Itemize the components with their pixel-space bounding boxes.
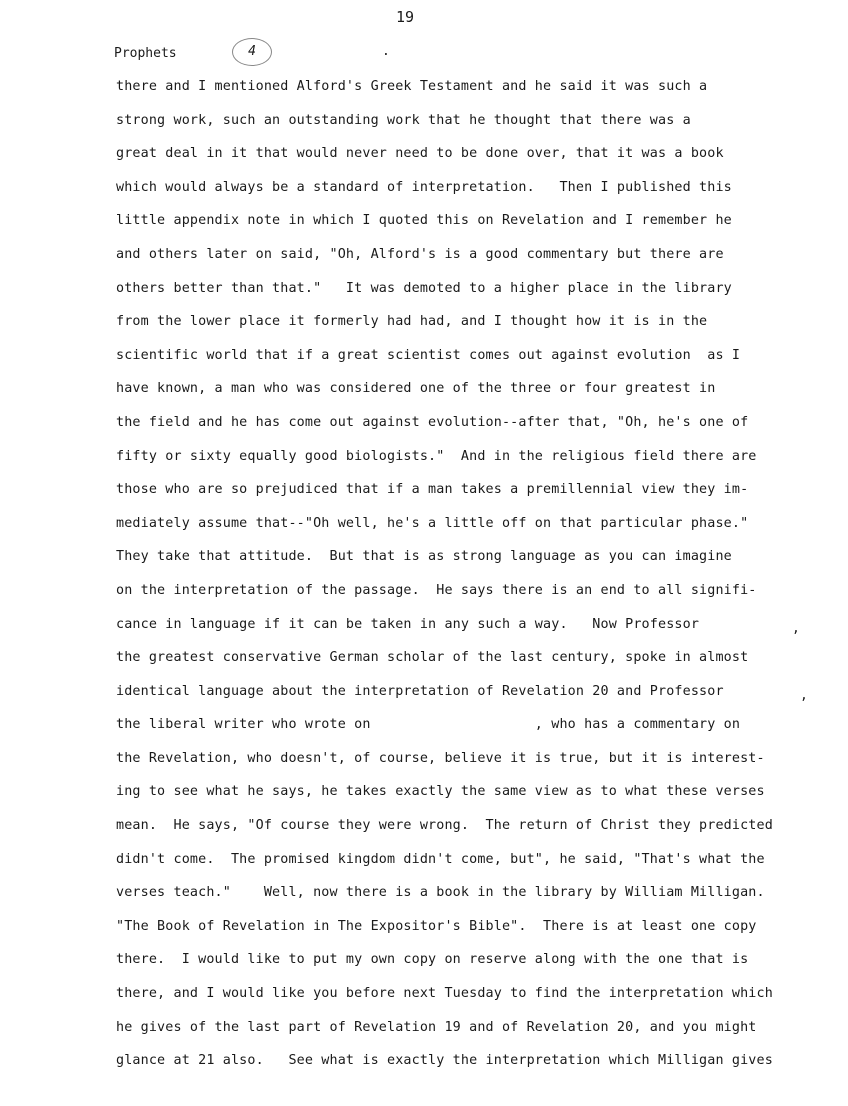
header-dot: . (382, 44, 390, 59)
text-line: he gives of the last part of Revelation 19 and of Revelation 20, and you might (116, 1019, 757, 1035)
margin-mark: , (800, 688, 808, 703)
text-line: the Revelation, who doesn't, of course, believe it is true, but it is interest- (116, 750, 765, 766)
text-line: ing to see what he says, he takes exactly the same view as to what these verses (116, 784, 765, 800)
text-line: cance in language if it can be taken in any such a way. Now Professor (116, 616, 700, 632)
text-line: others better than that." It was demoted to a higher place in the library (116, 280, 732, 296)
text-line: there and I mentioned Alford's Greek Testament and he said it was such a (116, 79, 708, 94)
text-line: glance at 21 also. See what is exactly the interpretation which Milligan gives (116, 1053, 773, 1069)
text-line: the liberal writer who wrote on , who has a commentary on (116, 717, 741, 733)
text-line: strong work, such an outstanding work that he thought that there was a (116, 112, 691, 128)
text-line: the field and he has come out against evolution--after that, "Oh, he's one of (116, 414, 749, 430)
text-line: there. I would like to put my own copy on reserve along with the one that is (116, 952, 749, 968)
page-number: 19 (396, 8, 415, 26)
text-line: great deal in it that would never need to be done over, that it was a book (116, 146, 724, 162)
running-header: Prophets (114, 46, 177, 61)
circled-page-marker: 4 (232, 38, 272, 66)
margin-mark: , (792, 621, 800, 636)
text-line: They take that attitude. But that is as strong language as you can imagine (116, 549, 732, 565)
text-line: mediately assume that--"Oh well, he's a little off on that particular phase." (116, 515, 749, 531)
text-line: the greatest conservative German scholar of the last century, spoke in almost (116, 650, 749, 666)
text-line: on the interpretation of the passage. He says there is an end to all signifi- (116, 582, 757, 598)
text-line: mean. He says, "Of course they were wrong. The return of Christ they predicted (116, 818, 773, 834)
text-line: verses teach." Well, now there is a book in the library by William Milligan. (116, 885, 765, 901)
text-line: those who are so prejudiced that if a man takes a premillennial view they im- (116, 482, 749, 498)
text-line: fifty or sixty equally good biologists." And in the religious field there are (116, 448, 757, 464)
text-line: identical language about the interpretation of Revelation 20 and Professor (116, 683, 724, 699)
text-line: scientific world that if a great scientist comes out against evolution as I (116, 347, 741, 363)
text-line: there, and I would like you before next Tuesday to find the interpretation which (116, 986, 773, 1002)
text-line: little appendix note in which I quoted this on Revelation and I remember he (116, 213, 732, 229)
text-line: didn't come. The promised kingdom didn't come, but", he said, "That's what the (116, 851, 765, 867)
text-line: "The Book of Revelation in The Expositor's Bible". There is at least one copy (116, 918, 757, 934)
body-text (116, 74, 836, 1082)
text-line: from the lower place it formerly had had, and I thought how it is in the (116, 314, 708, 330)
text-line: have known, a man who was considered one of the three or four greatest in (116, 381, 716, 397)
text-line: which would always be a standard of interpretation. Then I published this (116, 179, 732, 195)
text-line: and others later on said, "Oh, Alford's is a good commentary but there are (116, 246, 724, 262)
